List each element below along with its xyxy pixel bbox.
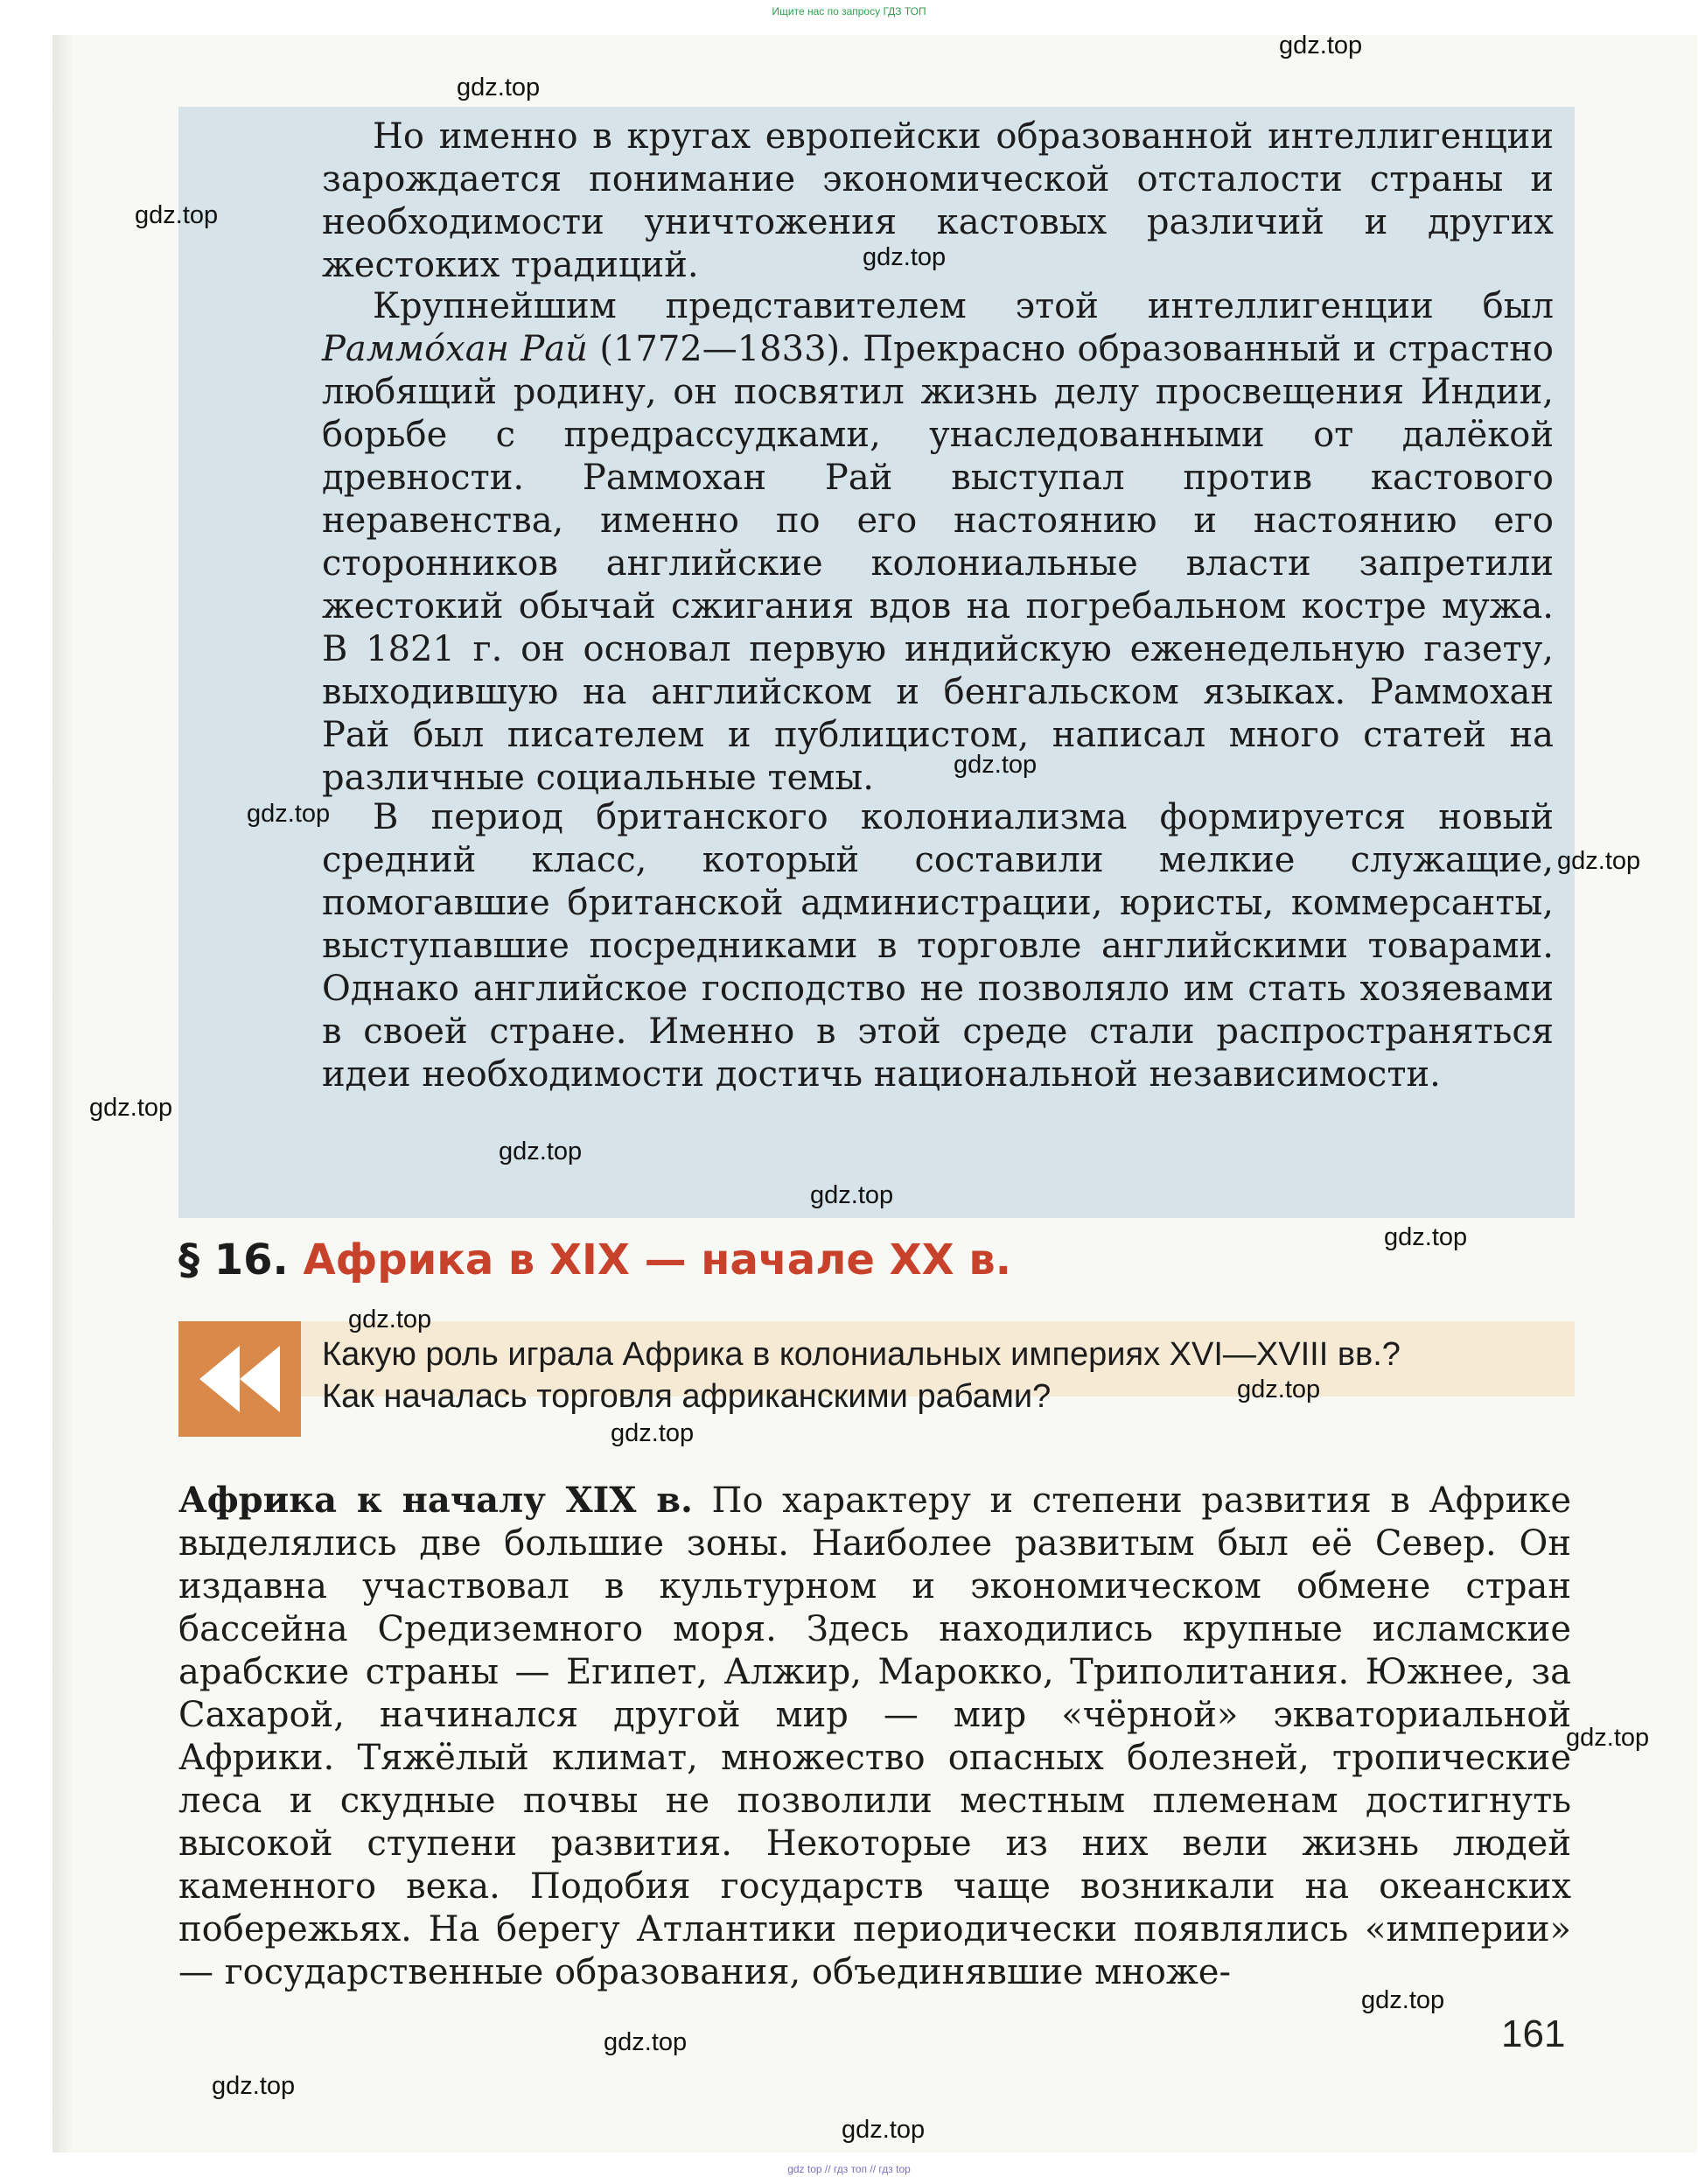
watermark: gdz.top bbox=[954, 751, 1038, 779]
watermark: gdz.top bbox=[348, 1306, 432, 1334]
person-name: Раммóхан Рай bbox=[322, 329, 588, 369]
section-number: § 16. bbox=[178, 1236, 289, 1284]
rewind-icon bbox=[178, 1321, 301, 1437]
watermark: gdz.top bbox=[89, 1094, 173, 1122]
watermark: gdz.top bbox=[135, 201, 219, 229]
watermark: gdz.top bbox=[842, 2116, 926, 2144]
watermark: gdz.top bbox=[457, 74, 541, 102]
rewind-arrows-icon bbox=[199, 1346, 280, 1412]
section-heading bbox=[178, 1236, 1011, 1284]
paragraph-africa bbox=[178, 1479, 1571, 1994]
page-number: 161 bbox=[1501, 2012, 1566, 2055]
watermark: gdz.top bbox=[212, 2072, 296, 2100]
bottom-note: gdz top // гдз топ // гдз top bbox=[787, 2163, 911, 2175]
review-questions bbox=[322, 1334, 1564, 1418]
paragraph-rammohan-roy bbox=[322, 285, 1554, 800]
watermark: gdz.top bbox=[1557, 847, 1641, 875]
watermark: gdz.top bbox=[604, 2028, 688, 2056]
watermark: gdz.top bbox=[1384, 1223, 1468, 1251]
watermark: gdz.top bbox=[611, 1419, 695, 1447]
paragraph-intelligentsia: Но именно в кругах европейски образованной интеллигенции зарождается понимание экономической отсталости страны и необходимости уничтожения кастовых различий и других жестоких традиций. bbox=[322, 116, 1554, 285]
top-note: Ищите нас по запросу ГДЗ ТОП bbox=[772, 5, 926, 18]
watermark: gdz.top bbox=[1237, 1376, 1321, 1404]
paragraph-lead: Африка к началу XIX в. bbox=[178, 1480, 693, 1521]
watermark: gdz.top bbox=[1566, 1724, 1650, 1752]
watermark: gdz.top bbox=[499, 1138, 583, 1166]
watermark: gdz.top bbox=[247, 800, 331, 828]
watermark: gdz.top bbox=[1361, 1986, 1445, 2014]
paragraph-middle-class: В период британского колониализма формируется новый средний класс, который составили мелкие служащие, помогавшие британской администрации, юристы, коммерсанты, выступавшие посредниками в торговле английскими товарами. Однако английское господство не позволяло им стать хозяевами в своей стране. Именно в этой среде стали распространяться идеи необходимости достичь национальной независимости. bbox=[322, 797, 1554, 1095]
paragraph-text: Крупнейшим представителем этой интеллигенции был bbox=[373, 286, 1554, 326]
paragraph-text: (1772—1833). Прекрасно образованный и страстно любящий родину, он посвятил жизнь делу просвещения Индии, борьбе с предрассудками, унаследованными от далёкой древности. Раммохан Рай выступал против кастового неравенства, именно по его настоянию и настоянию его сторонников английские колониальные власти запретили жестокий обычай сжигания вдов на погребальном костре мужа. В 1821 г. он основал первую индийскую еженедельную газету, выходившую на английском и бенгальском языках. Раммохан Рай был писателем и публицистом, написал много статей на различные социальные темы. bbox=[322, 329, 1554, 798]
question-item: Как началась торговля африканскими рабами? bbox=[322, 1378, 1052, 1415]
section-title: Африка в XIX — начале XX в. bbox=[303, 1236, 1011, 1284]
paragraph-text: По характеру и степени развития в Африке выделялись две большие зоны. Наиболее развитым был её Север. Он издавна участвовал в культурном и экономическом обмене стран бассейна Средиземного моря. Здесь находились крупные исламские арабские страны — Египет, Алжир, Марокко, Триполитания. Южнее, за Сахарой, начинался другой мир — мир «чёрной» экваториальной Африки. Тяжёлый климат, множество опасных болезней, тропические леса и скудные почвы не позволили местным племенам достигнуть высокой ступени развития. Некоторые из них вели жизнь людей каменного века. Подобия государств чаще возникали на океанских побережьях. На берегу Атлантики периодически появлялись «империи» — государственные образования, объединявшие множе- bbox=[178, 1480, 1571, 1992]
watermark: gdz.top bbox=[863, 243, 947, 271]
watermark: gdz.top bbox=[1279, 32, 1363, 60]
watermark: gdz.top bbox=[810, 1181, 894, 1209]
page-binding bbox=[52, 35, 73, 2152]
question-item: Какую роль играла Африка в колониальных империях XVI—XVIII вв.? bbox=[322, 1336, 1401, 1373]
